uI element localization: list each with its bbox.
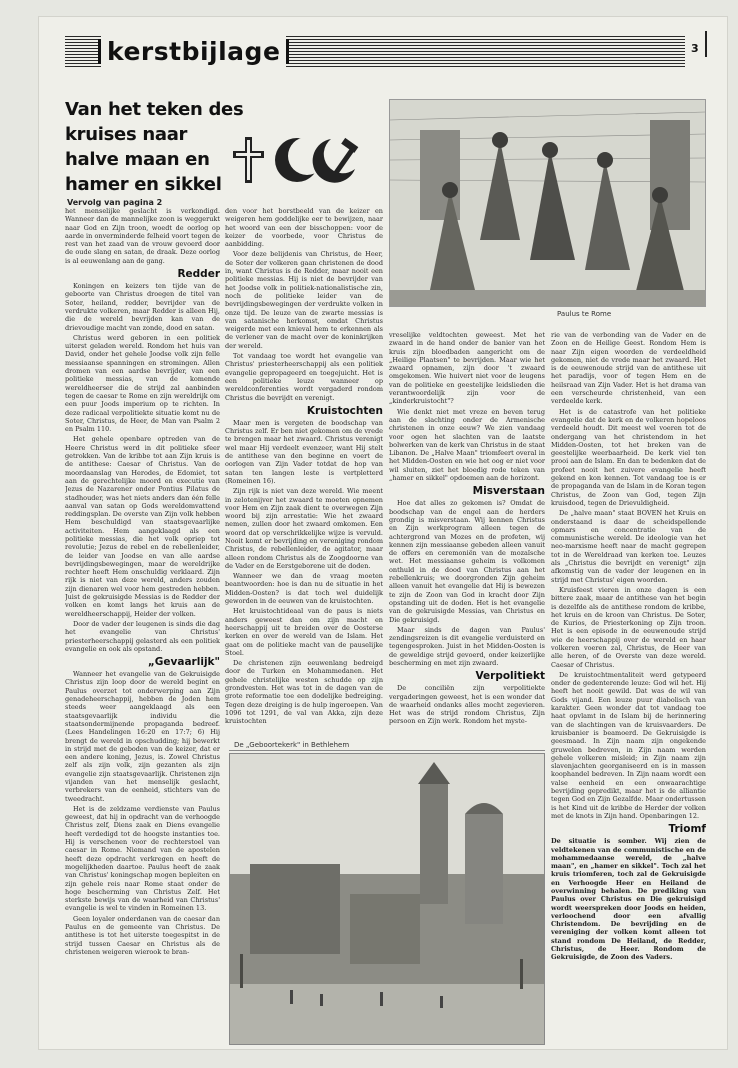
paragraph: vreselijke veldtochten geweest. Met het zwaard in de hand onder de banier van het kruis zijn bloedbaden aangericht om de „Heilige Plaatsen" te bevrijden. Maar wie het zwaard opnamen, zijn door 't zwaard omgekomen. Wie huivert niet voor de leugens van de politieke en geestelijke leidslieden die verantwoordelijk zijn voor de „kinderkruistocht"? [389,331,545,406]
newspaper-page [38,16,728,1050]
article-column-2 [225,207,383,737]
headline-line-1: Van het teken des kruises naar [65,99,244,145]
paragraph: Het is de catastrofe van het politieke evangelie dat de kerk en de volkeren hopeloos verdeeld houdt. Dit meest wel voeren tot de ondergang van het christendom in het Midden-Oosten, tot het breken van de geestelijke weerbaarheid. De kerk viel ten prooi aan de Islam. En dan te bedenken dat de profeet nooit het zuivere evangelie heeft gekend en kon kennen. Tot vandaag toe is er de propaganda van de Islam in de Koran tegen Christus, de Zoon van God, tegen Zijn kruisdood, tegen de Drievuldigheid. [551,407,706,507]
headline-line-3: hamer en sikkel [65,174,222,195]
edge-mark [705,31,707,57]
paragraph: Maar sinds de dagen van Paulus' zendingsreizen is dit evangelie verduisterd en tegengesproken. Juist in het Midden-Oosten is de geweldige strijd gevoerd, onder keizerlijke bescherming en met zijn zwaard. [389,625,545,667]
paragraph: Wanneer we dan de vraag moeten beantwoorden: hoe is dan nu de situatie in het Midden-Oosten? is dat toch wel duidelijk geworden in de eeuwen van de kruistochten. [225,572,383,606]
subheading-verpolitiekt: Verpolitiekt [475,670,545,683]
paragraph: De christenen zijn eeuwenlang bedreigd door de Turken en Mohammedanen. Het gehele christelijke westen schudde op zijn grondvesten. Het was tot in de dagen van de grote reformatie toe een dodelijke bedreiging. Tegen deze dreiging is de hulp ingeroepen. Van 1096 tot 1291, de val van Akka, zijn deze kruistochten [225,659,383,726]
headline-line-2: halve maan en [65,149,210,170]
page-number: 3 [691,42,699,55]
article-column-1 [65,207,220,1045]
illustration-caption: Paulus te Rome [557,310,612,318]
paragraph: Tot vandaag toe wordt het evangelie van Christus' priesterheerschappij als een politiek evangelie gepropageerd en toegejuicht. Het is een politieke leuze wanneer op wereldconferenties wordt vergaderd rondom Christus die bevrijdt en verenigt. [225,352,383,402]
subheading-triomf: Triomf [668,823,706,836]
paragraph: rie van de verbonding van de Vader en de Zoon en de Heilige Geest. Rondom Hem is naar Zijn eigen woorden de verdeeldheid gekomen, niet de vrede maar het zwaard. Het is de eeuwenoude strijd van de antithese uit het paradijs, voor of tegen Hem en de heilsraad van Zijn Vader. Het is het drama van een verscheurde christenheid, van een verdeelde kerk. [551,331,706,406]
subheading-redder: Redder [177,268,220,281]
paragraph-bold: De situatie is somber. Wij zien de veldtekenen van de communistische en de mohammedaanse wereld, de „halve maan", en „hamer en sikkel". Toch zal het kruis triomferen, toch zal de Gekruisigde en Verhoogde Heer en Heiland de overwinning behalen. De prediking van Paulus over Christus en Die gekruisigd wordt weerspreken door Joods en heiden, verloochend door een afvallig Christendom. De bevrijding en de vereniging der volken komt alleen tot stand rondom De Heiland, de Redder, Christus, de Heer. Rondom de Gekruisigde, de Zoon des Vaders. [551,837,706,962]
paragraph: Voor deze belijdenis van Christus, de Heer, de Soter der volkeren gaan christenen de dood in, want Christus is de Redder, maar nooit een politieke messias. Hij is niet de bevrijder van het Joodse volk in politiek-nationalistische zin, noch de politieke leider van de bevrijdingsbewegingen der verdrukte volken in onze tijd. De leuze van de zwarte messias is van satanische herkomst, omdat Christus weigerde met een knieval hem te erkennen als de verlener van de macht over de koninkrijken der wereld. [225,250,383,350]
paragraph: Het gehele openbare optreden van de Heere Christus werd in dit politieke sfeer getrokken. Van de kribbe tot aan Zijn kruis is de antithese: Caesar of Christus. Van de moordaanslag van Herodes, de Edomiet, tot aan de gerechtelijke moord en executie van Jezus de Nazarener onder Pontius Pilatus de stadhouder, was het niets anders dan één felle aanval van satan op Gods wereldomvattend reddingsplan. De overste van Zijn volk hebben Hem beschuldigd van staatsgevaarlijke activiteiten. Hem aangeklaagd als een politieke messias, die het volk opriep tot revolutie; Jezus de rebel en de rebellenleider, de leider van Joodse en van alle aardse bevrijdingsbewegingen, maar de wereldrijke rechter heeft Hem onschuldig verklaard. Zijn rijk is niet van deze wereld, anders zouden zijn dienaren wel voor hem gestreden hebben. Juist de gekruisigde Messias is de Redder der volken en komt langs het kruis aan de wereldheerschappij, Heider der volken. [65,435,220,618]
paragraph: het menselijke geslacht is verkondigd. Wanneer dan de mannelijke zoon is weggerukt naar God en Zijn troon, woedt de oorlog op aarde in onverminderde felheid voort tegen de rest van het zaad van de vrouw gevoerd door de oude slang en satan, de draak. Deze oorlog is al eeuwenlang aan de gang. [65,207,220,265]
paragraph: den voor het borstbeeld van de keizer en weigeren hem goddelijke eer te bewijzen, naar het woord van een der bisschoppen: voor de keizer de voorbede, voor Christus de aanbidding. [225,207,383,249]
photo-image [230,754,544,1044]
article-column-3 [389,331,545,761]
engraving-image [390,100,705,306]
paragraph: Het is de zeldzame verdienste van Paulus geweest, dat hij in opdracht van de verhoogde Christus zelf, Diens zaak en Diens evangelie heeft verdedigd tot de hoogste instanties toe. Hij is verschenen voor de rechterstoel van caesar in Rome. Niemand van de apostelen heeft deze opdracht verkregen en heeft de mogelijkheden daartoe. Paulus heeft de zaak van Christus' koningschap mogen bepleiten en zijn gehele reis naar Rome staat onder de hoge bescherming van Christus Zelf. Het sterkste bewijs van de waarheid van Christus' evangelie is wel te vinden in Romeinen 13. [65,804,220,913]
masthead [65,36,685,67]
photo-caption: De „Geboortekerk" in Bethlehem [234,741,350,749]
paragraph: Geen loyaler onderdanen van de caesar dan Paulus en de gemeente van Christus. De antithese is tot het uiterste toegespitst in de strijd tussen Caesar en Christus als de christenen weigeren wierook te bran- [65,914,220,956]
paragraph: Wanneer het evangelie van de Gekruisigde Christus zijn loop door de wereld begint en Paulus overzet tot onderwerping aan Zijn genadeheerschappij, hebben de Joden hem steeds weer aangeklaagd als een staatsgevaarlijk individu die staatsondermijnende propaganda bedreef. (Lees Handelingen 16:20 en 17:7; 6) Hij brengt de wereld in opschudding; hij bewerkt in strijd met de geboden van de keizer, dat er een andere koning, Jezus, is. Zowel Christus zelf als zijn volk, zijn gezanten als zijn evangelie zijn staatsgevaarlijk. Christenen zijn vijanden van het menselijk geslacht, verbrekers van de eenheid, stichters van de tweedracht. [65,670,220,803]
subheading-misverstaan: Misverstaan [472,485,545,498]
cross-icon [233,137,264,183]
masthead-title: kerstbijlage [101,36,286,67]
paragraph: Zijn rijk is niet van deze wereld. Wie meent in zelotenijver het zwaard te moeten opnemen voor Hem en Zijn zaak dient te overwegen Zijn woord bij zijn arrestatie: Wie het zwaard nemen, zullen door het zwaard omkomen. Een woord dat op verschrikkelijke wijze is vervuld. Nooit komt er bevrijding en vereniging rondom Christus, de rebellenleider, de agitator, maar alleen rondom Christus als de Zoogdoorne van de Vader en de Eerstgeborene uit de doden. [225,487,383,570]
paragraph: Kruisfeest vieren in onze dagen is een bittere zaak, maar de antithese van het begin is dezelfde als de antithese rondom de kribbe, het kruis en de kroon van Christus. De Soter, de Kurios, de Priesterkoning op Zijn troon. Het is een episode in de eeuwenoude strijd wie de heerschappij over de wereld en haar volkeren voeren zal, Christus, de Heer van alle heren, of de Overste van deze wereld. Caesar of Christus. [551,585,706,669]
paragraph: Wie denkt niet met vreze en beven terug aan de slachting onder de Armenische christenen in onze eeuw? We zien vandaag voor ogen het slachten van de laatste bolwerken van de kerk van Christus in de staat Libanon. De „Halve Maan" triomfeert overal in het Midden-Oosten en wie het oog er niet voor wil sluiten, ziet het bloedig rode teken van „hamer en sikkel" opdoemen aan de horizont. [389,407,545,483]
paragraph: Christus werd geboren in een politiek uiterst geladen wereld. Rondom het huis van David, onder het gehele Joodse volk zijn felle messiaanse spanningen en stromingen. Allen dromen van een aardse bevrijder, van een politieke messias, van de komende wereldheerser die de strijd zal aanbinden tegen de caesar te Rome en zijn wereldrijk om een puur Joods imperium op te richten. In deze radicaal verpolitiekte situatie komt nu de Soter, Christus, de Heer, de Man van Psalm 2 en Psalm 110. [65,333,220,434]
paragraph: Koningen en keizers ten tijde van de geboorte van Christus droegen de titel van Soter, heiland, redder, bevrijder van de verdrukte volkeren, maar Redder is alleen Hij, die de wereld bevrijden kan van de drievoudige macht van zonde, dood en satan. [65,282,220,332]
paragraph: De „halve maan" staat BOVEN het Kruis en onderstaand is daar de scheidspellende opmars en concentratie van de communistische wereld. De ideologie van het neo-marxisme heeft naar de macht gegrepen tot in de Wereldraad van kerken toe. Leuzes als „Christus die bevrijdt en verenigt" zijn afkomstig van de vader der leugenen en in strijd met Christus' eigen woorden. [551,509,706,584]
article-column-4 [551,331,706,1045]
subheading-kruistochten: Kruistochten [306,404,383,417]
paragraph: De conciliën zijn verpolitiekte vergaderingen geweest, het is een wonder dat de waarheid ondanks alles mocht zegevieren. Het was de strijd rondom Christus, Zijn persoon en Zijn werk. Rondom het myste- [389,684,545,726]
illustration-paulus-te-rome [389,99,706,307]
subheading-gevaarlijk: „Gevaarlijk" [147,656,220,669]
paragraph: De kruistochtmentaliteit werd getypeerd onder de gedenterende leuze: God wil het. Hij heeft het nooit gewild. Dat was de wil van Gods vijand. Een leuze puur diabolisch van karakter. Geen wonder dat tot vandaag toe haat opvlamt in de Islam bij de herinnering van de slachtingen van de kruisvaarders. De kruisbanier is beamoerd. De Gekruisigde is geesmaad. In Zijn naam zijn ongekende gruwelen bedreven, in Zijn naam werden gehele volkeren misleid; in Zijn naam zijn slavenjachten georganiseerd en is in massen koophandel bedreven. In Zijn naam wordt een valse eenheid en een onwaarachtige bevrijding gepredikt, maar het is de alliantie tegen God en Zijn Gezalfde. Maar ondertussen is het Kind uit de kribbe de Herder der volken met de knots in Zijn hand. Openbaringen 12. [551,670,706,820]
cross-crescent-hammer-sickle-icons [227,129,367,191]
paragraph: Het kruistochtideaal van de paus is niets anders geweest dan om zijn macht en heerschappij uit te breiden over de Oosterse kerken en over de wereld van de Islam. Het gaat om de politieke macht van de pauselijke Stoel. [225,607,383,657]
paragraph: Door de vader der leugenen is sinds die dag het evangelie van Christus' priesterheerschappij gelasterd als een politiek evangelie en ook als opstand. [65,619,220,653]
photo-geboortekerk-bethlehem [229,753,545,1045]
continuation-kicker: Vervolg van pagina 2 [67,198,163,207]
paragraph: Maar men is vergeten de boodschap van Christus zelf. Er ben niet gekomen om de vrede te brengen maar het zwaard. Christus verenigt wel maar Hij verdeelt evenzeer, want Hij stelt de antithese van den beginne en voert de oorlogen van Zijn Vader totdat de hop van satan ten langen leste is vertpletterd (Romeinen 16). [225,418,383,485]
paragraph: Hoe dat alles zo gekomen is? Omdat de boodschap van de engel aan de herders grondig is misverstaan. Wij kennen Christus en Zijn werkprogram alleen tegen de achtergrond van Mozes en de profeten, wij kennen zijn messiaanse gebeden alleen vanuit de offers en ceremoniën van de mozaïsche wet. Het messiaanse geheim is volkomen onthuld in de dood van Christus aan het rebellenkruis; we doorgronden Zijn geheim alleen vanuit het evangelie dat Hij is bewezen te zijn de Zoon van God in kracht door Zijn opstanding uit de doden. Het is het evangelie van de gekruisigde Messias, van Christus en Die gekruisigd. [389,499,545,624]
